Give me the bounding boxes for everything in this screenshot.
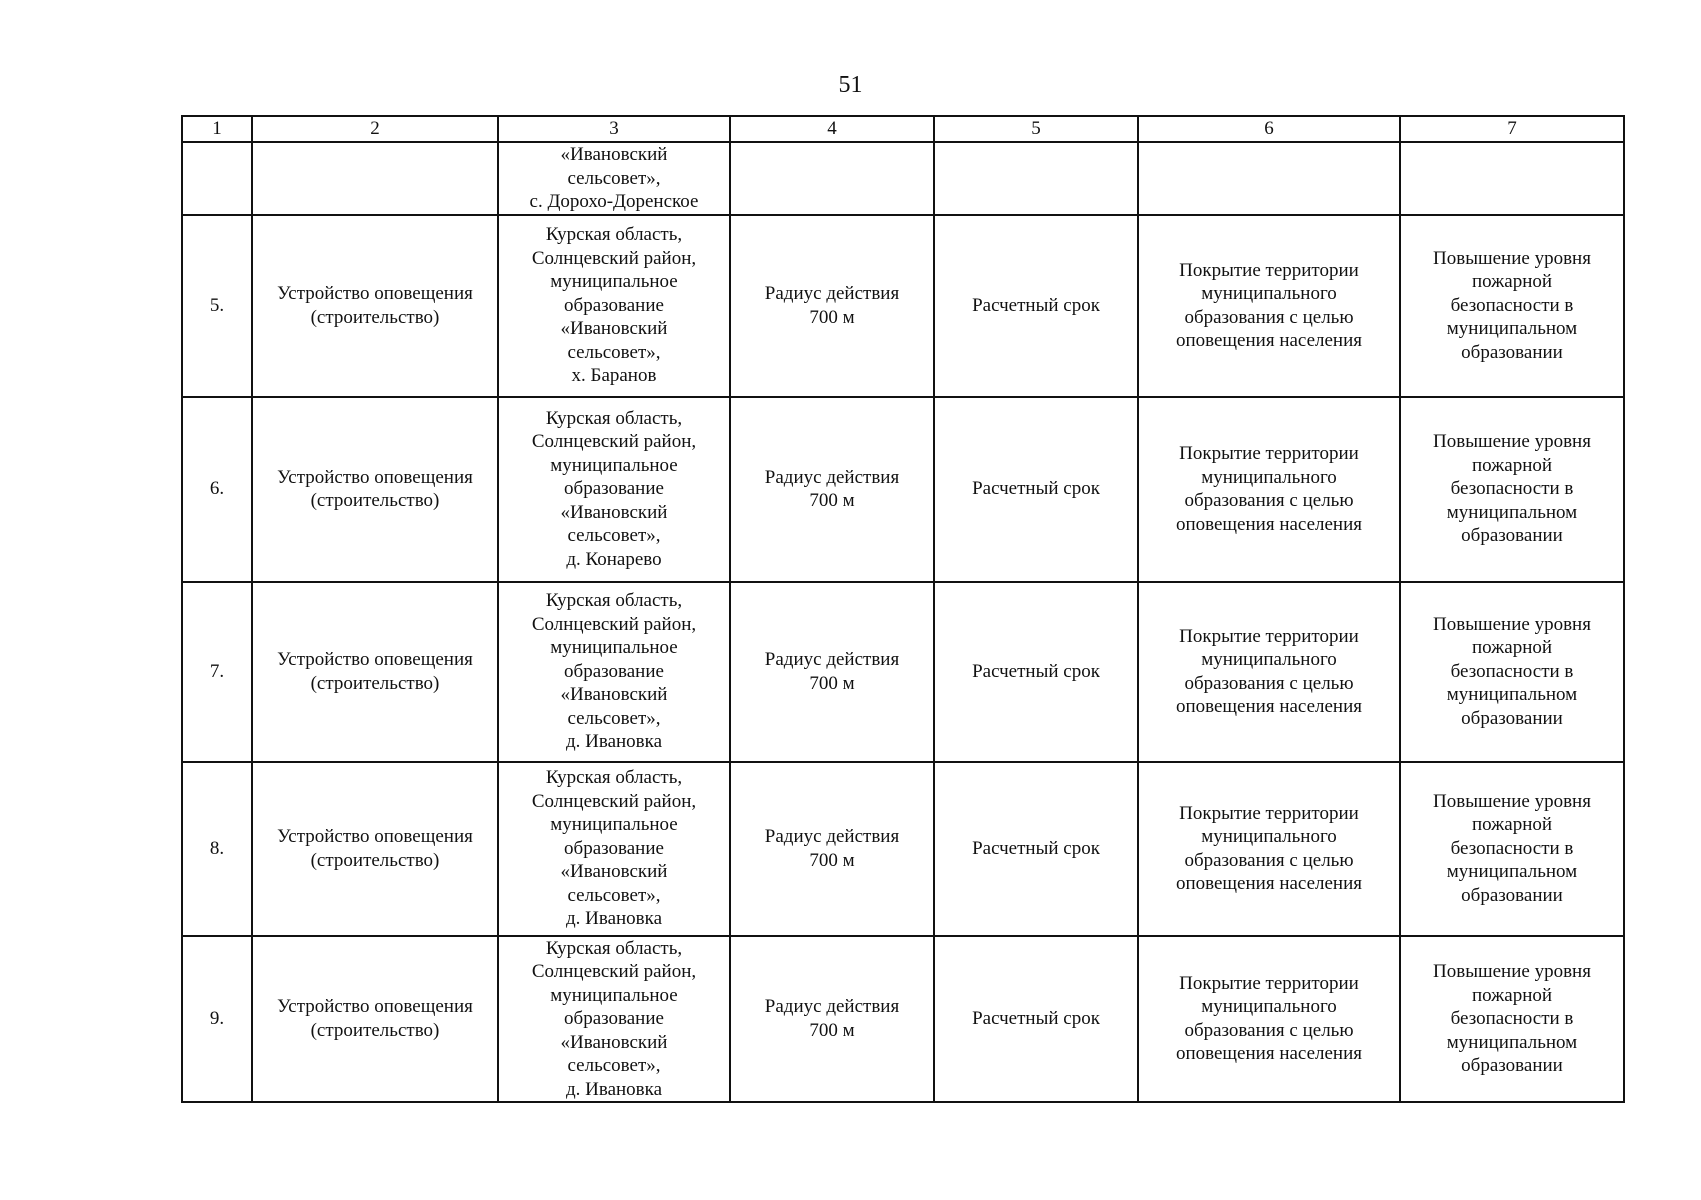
cell-line: Повышение уровня — [1433, 613, 1591, 635]
table-row — [182, 936, 1624, 1103]
cell-line: образовании — [1461, 707, 1563, 729]
term-cell: Расчетный срок — [934, 762, 1138, 936]
term-cell: Расчетный срок — [934, 397, 1138, 582]
cell-line: Радиус действия — [764, 649, 900, 670]
purpose-cell — [1138, 582, 1400, 762]
cell-line: оповещения населения — [1175, 1043, 1363, 1065]
effect-cell — [1400, 215, 1624, 397]
cell-line: Покрытие территории — [1179, 972, 1359, 994]
cell-line: Повышение уровня — [1433, 247, 1591, 269]
cell-line: муниципальном — [1446, 861, 1578, 883]
row-number-cell: 8. — [182, 762, 252, 936]
column-number: 6 — [1138, 116, 1400, 142]
cell-line: Покрытие территории — [1179, 802, 1359, 824]
term-cell: Расчетный срок — [934, 582, 1138, 762]
measures-table — [181, 115, 1625, 1103]
effect-cell — [1400, 582, 1624, 762]
cell-line: 700 м — [809, 672, 855, 694]
table-row — [182, 582, 1624, 762]
effect-cell — [1400, 142, 1624, 215]
cell-line: муниципального — [1201, 466, 1337, 488]
cell-line: образовании — [1461, 525, 1563, 547]
measure-name-cell — [252, 397, 498, 582]
cell-line: сельсовет», — [567, 341, 661, 363]
row-number-cell: 7. — [182, 582, 252, 762]
cell-line: образования с целью — [1184, 306, 1354, 328]
cell-line: сельсовет», — [567, 525, 661, 547]
location-line: с. Дорохо-Доренское — [529, 191, 699, 212]
measure-name-cell — [252, 936, 498, 1103]
cell-line: «Ивановский — [560, 1031, 668, 1053]
location-line: «Ивановский — [560, 144, 668, 165]
cell-line: образование — [564, 660, 664, 682]
cell-line: «Ивановский — [560, 861, 668, 883]
cell-line: (строительство) — [310, 490, 440, 511]
cell-line: 700 м — [809, 306, 855, 328]
cell-line: Повышение уровня — [1433, 790, 1591, 812]
cell-line: муниципального — [1201, 283, 1337, 304]
cell-line: Солнцевский район, — [531, 790, 697, 812]
table-row — [182, 762, 1624, 936]
cell-line: (строительство) — [310, 672, 440, 694]
cell-line: Устройство оповещения — [277, 826, 473, 847]
cell-line: сельсовет», — [567, 884, 661, 906]
cell-line: 700 м — [809, 1019, 855, 1041]
cell-line: пожарной — [1471, 271, 1553, 293]
cell-line: образования с целью — [1184, 849, 1354, 871]
cell-line: муниципального — [1201, 996, 1337, 1018]
column-number: 3 — [498, 116, 730, 142]
parameter-cell — [730, 215, 934, 397]
cell-line: образовании — [1461, 1055, 1563, 1076]
cell-line: Устройство оповещения — [277, 466, 473, 488]
cell-line: образования с целью — [1184, 1019, 1354, 1041]
page-number: 51 — [838, 72, 863, 98]
table-row — [182, 215, 1624, 397]
cell-line: Повышение уровня — [1433, 431, 1591, 453]
cell-line: «Ивановский — [560, 501, 668, 523]
cell-line: муниципального — [1201, 649, 1337, 670]
location-cell — [498, 936, 730, 1103]
purpose-cell — [1138, 215, 1400, 397]
cell-line: Повышение уровня — [1433, 961, 1591, 982]
cell-line: оповещения населения — [1175, 513, 1363, 535]
cell-line: муниципальном — [1446, 1031, 1578, 1053]
parameter-cell — [730, 936, 934, 1103]
cell-line: 700 м — [809, 490, 855, 511]
cell-line: «Ивановский — [560, 684, 668, 706]
cell-line: муниципальное — [550, 271, 678, 293]
cell-line: Курская область, — [545, 407, 683, 429]
cell-line: Курская область, — [545, 767, 683, 789]
parameter-cell — [730, 397, 934, 582]
cell-line: (строительство) — [310, 306, 440, 328]
cell-line: пожарной — [1471, 637, 1553, 659]
cell-line: Покрытие территории — [1179, 625, 1359, 647]
column-number: 4 — [730, 116, 934, 142]
cell-line: оповещения населения — [1175, 696, 1363, 717]
column-number-row — [182, 116, 1624, 142]
measure-name-cell — [252, 215, 498, 397]
cell-line: образование — [564, 478, 664, 500]
cell-line: Радиус действия — [764, 466, 900, 488]
cell-line: д. Ивановка — [565, 731, 663, 753]
row-number-cell: 6. — [182, 397, 252, 582]
cell-line: д. Ивановка — [565, 908, 663, 930]
row-number-cell — [182, 142, 252, 215]
cell-line: Солнцевский район, — [531, 431, 697, 453]
row-number-cell: 9. — [182, 936, 252, 1103]
cell-line: «Ивановский — [560, 318, 668, 340]
location-cell — [498, 762, 730, 936]
cell-line: Солнцевский район, — [531, 247, 697, 269]
parameter-cell — [730, 142, 934, 215]
term-cell: Расчетный срок — [934, 215, 1138, 397]
location-cell — [498, 582, 730, 762]
cell-line: Покрытие территории — [1179, 259, 1359, 281]
measure-name-cell — [252, 142, 498, 215]
cell-line: Курская область, — [545, 590, 683, 612]
cell-line: Устройство оповещения — [277, 996, 473, 1018]
measure-name-cell — [252, 762, 498, 936]
cell-line: 700 м — [809, 849, 855, 871]
cell-line: Солнцевский район, — [531, 961, 697, 982]
cell-line: образование — [564, 1008, 664, 1029]
cell-line: безопасности в — [1450, 1008, 1574, 1029]
measure-name-cell — [252, 582, 498, 762]
cell-line: д. Ивановка — [565, 1078, 663, 1100]
parameter-cell — [730, 762, 934, 936]
cell-line: Солнцевский район, — [531, 613, 697, 635]
cell-line: Устройство оповещения — [277, 649, 473, 670]
cell-line: муниципальное — [550, 814, 678, 836]
cell-line: (строительство) — [310, 849, 440, 871]
cell-line: безопасности в — [1450, 478, 1574, 500]
cell-line: Радиус действия — [764, 996, 900, 1018]
cell-line: Радиус действия — [764, 826, 900, 847]
cell-line: Устройство оповещения — [277, 283, 473, 304]
cell-line: образования с целью — [1184, 672, 1354, 694]
cell-line: оповещения населения — [1175, 873, 1363, 894]
cell-line: муниципального — [1201, 826, 1337, 847]
cell-line: пожарной — [1471, 814, 1553, 836]
cell-line: Курская область, — [545, 937, 683, 959]
cell-line: образовании — [1461, 341, 1563, 363]
column-number: 1 — [182, 116, 252, 142]
cell-line: пожарной — [1471, 984, 1553, 1006]
cell-line: безопасности в — [1450, 294, 1574, 316]
location-line: сельсовет», — [567, 167, 661, 189]
cell-line: х. Баранов — [571, 365, 657, 387]
cell-line: сельсовет», — [567, 707, 661, 729]
cell-line: (строительство) — [310, 1019, 440, 1041]
purpose-cell — [1138, 762, 1400, 936]
cell-line: муниципальное — [550, 984, 678, 1006]
cell-line: Курская область, — [545, 224, 683, 246]
location-cell — [498, 215, 730, 397]
term-cell: Расчетный срок — [934, 936, 1138, 1103]
cell-line: муниципальном — [1446, 684, 1578, 706]
column-number: 2 — [252, 116, 498, 142]
cell-line: пожарной — [1471, 454, 1553, 476]
cell-line: Радиус действия — [764, 283, 900, 304]
cell-line: безопасности в — [1450, 837, 1574, 859]
effect-cell — [1400, 762, 1624, 936]
location-cell — [498, 142, 730, 215]
cell-line: образование — [564, 294, 664, 316]
row-number-cell: 5. — [182, 215, 252, 397]
location-cell — [498, 397, 730, 582]
cell-line: оповещения населения — [1175, 330, 1363, 351]
effect-cell — [1400, 936, 1624, 1103]
term-cell — [934, 142, 1138, 215]
column-number: 5 — [934, 116, 1138, 142]
cell-line: Покрытие территории — [1179, 443, 1359, 464]
column-number: 7 — [1400, 116, 1624, 142]
cell-line: муниципальном — [1446, 318, 1578, 340]
purpose-cell — [1138, 936, 1400, 1103]
parameter-cell — [730, 582, 934, 762]
cell-line: муниципальном — [1446, 501, 1578, 523]
effect-cell — [1400, 397, 1624, 582]
cell-line: сельсовет», — [567, 1055, 661, 1076]
cell-line: безопасности в — [1450, 660, 1574, 682]
cell-line: образовании — [1461, 884, 1563, 906]
table-row — [182, 397, 1624, 582]
cell-line: муниципальное — [550, 637, 678, 659]
cell-line: образование — [564, 837, 664, 859]
cell-line: д. Конарево — [566, 548, 662, 570]
purpose-cell — [1138, 397, 1400, 582]
continuation-row — [182, 142, 1624, 215]
purpose-cell — [1138, 142, 1400, 215]
cell-line: образования с целью — [1184, 490, 1354, 511]
cell-line: муниципальное — [550, 454, 678, 476]
